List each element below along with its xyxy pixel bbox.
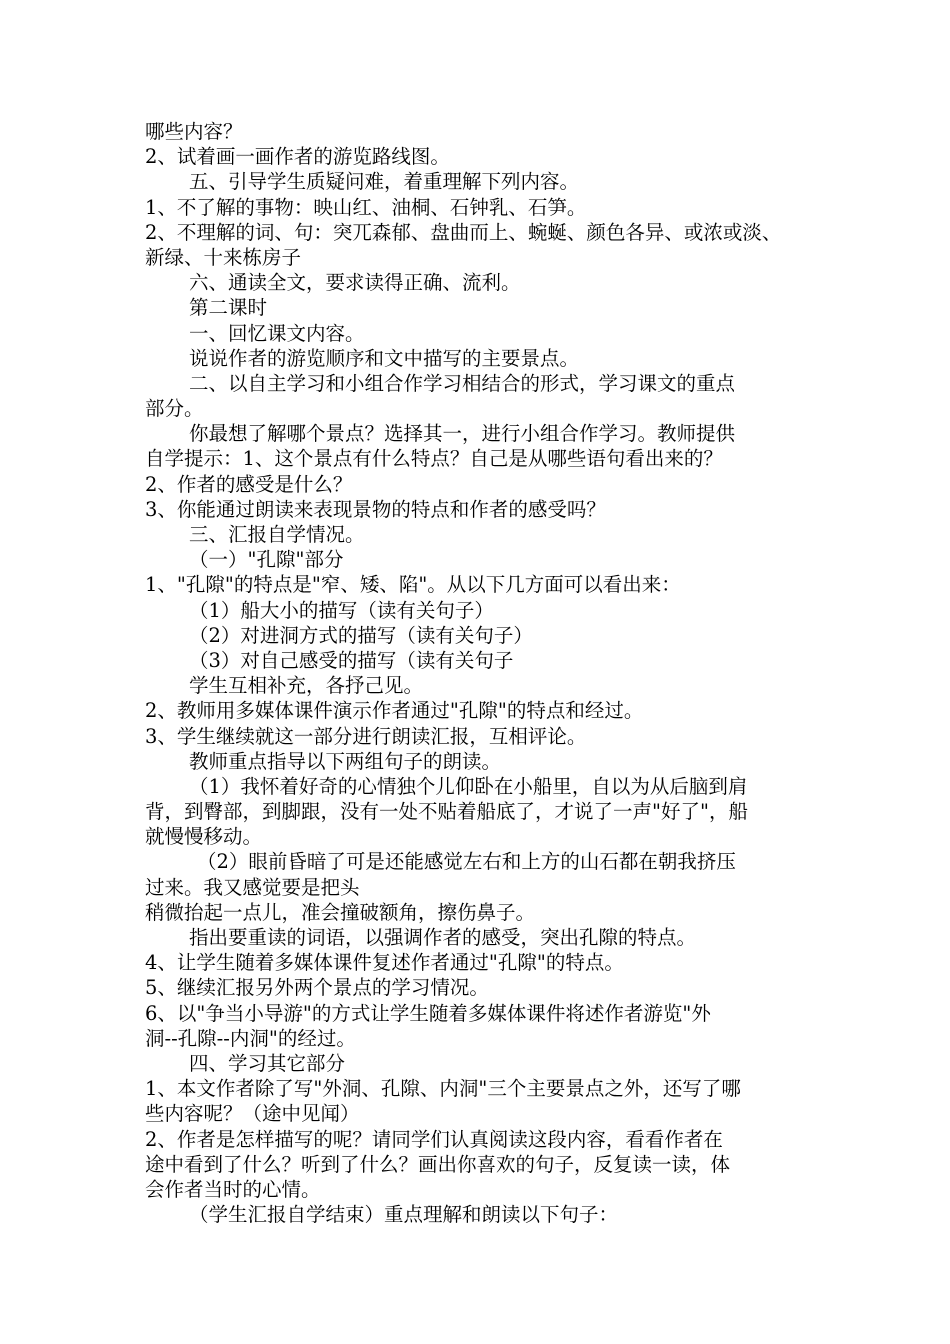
- text-line: 二、以自主学习和小组合作学习相结合的形式，学习课文的重点: [189, 371, 736, 395]
- text-line: 3、学生继续就这一部分进行朗读汇报，互相评论。: [145, 724, 587, 748]
- text-line: 第二课时: [189, 296, 268, 320]
- text-line: 3、你能通过朗读来表现景物的特点和作者的感受吗？: [145, 497, 606, 521]
- text-line: 自学提示：1、这个景点有什么特点？自己是从哪些语句看出来的？: [145, 447, 723, 471]
- text-line: 1、"孔隙"的特点是"窄、矮、陷"。从以下几方面可以看出来：: [145, 573, 681, 597]
- text-line: （2）对进洞方式的描写（读有关句子）: [189, 623, 533, 647]
- text-line: （2）眼前昏暗了可是还能感觉左右和上方的山石都在朝我挤压: [197, 850, 736, 874]
- text-line: （1）船大小的描写（读有关句子）: [189, 598, 494, 622]
- text-line: （学生汇报自学结束）重点理解和朗读以下句子：: [189, 1203, 619, 1227]
- text-line: 些内容呢？（途中见闻）: [145, 1102, 360, 1126]
- text-line: （一）"孔隙"部分: [189, 548, 344, 572]
- text-line: 部分。: [145, 397, 204, 421]
- text-line: 哪些内容？: [145, 120, 243, 143]
- text-line: 1、不了解的事物：映山红、油桐、石钟乳、石笋。: [145, 195, 587, 219]
- text-line: 6、以"争当小导游"的方式让学生随着多媒体课件将述作者游览"外: [145, 1001, 711, 1025]
- text-line: 2、试着画一画作者的游览路线图。: [145, 145, 450, 169]
- text-line: 1、本文作者除了写"外洞、孔隙、内洞"三个主要景点之外，还写了哪: [145, 1077, 741, 1101]
- document-body: [145, 119, 810, 1227]
- text-line: 新绿、十来栋房子: [145, 245, 302, 269]
- text-line: 稍微抬起一点儿，准会撞破额角，擦伤鼻子。: [145, 900, 536, 924]
- text-line: 六、通读全文，要求读得正确、流利。: [189, 271, 521, 295]
- text-line: 四、学习其它部分: [189, 1051, 346, 1075]
- text-line: （1）我怀着好奇的心情独个儿仰卧在小船里，自以为从后脑到肩: [189, 774, 748, 798]
- text-line: 三、汇报自学情况。: [189, 523, 365, 546]
- text-line: 5、继续汇报另外两个景点的学习情况。: [145, 976, 489, 1000]
- text-line: 2、作者的感受是什么？: [145, 472, 353, 496]
- text-line: 2、教师用多媒体课件演示作者通过"孔隙"的特点和经过。: [145, 699, 644, 723]
- text-line: 背，到臀部，到脚跟，没有一处不贴着船底了，才说了一声"好了"，船: [145, 800, 748, 824]
- text-line: 指出要重读的词语，以强调作者的感受，突出孔隙的特点。: [189, 926, 697, 949]
- text-line: 说说作者的游览顺序和文中描写的主要景点。: [189, 346, 580, 370]
- text-line: 会作者当时的心情。: [145, 1177, 321, 1201]
- text-line: 你最想了解哪个景点？选择其一，进行小组合作学习。教师提供: [189, 422, 736, 446]
- text-line: 学生互相补充，各抒己见。: [189, 674, 424, 698]
- text-line: 五、引导学生质疑问难，着重理解下列内容。: [189, 170, 580, 194]
- text-line: 一、回忆课文内容。: [189, 321, 365, 345]
- text-line: 2、作者是怎样描写的呢？请同学们认真阅读这段内容，看看作者在: [145, 1127, 723, 1151]
- text-line: 2、不理解的词、句：突兀森郁、盘曲而上、蜿蜒、颜色各异、或浓或淡、: [145, 220, 782, 244]
- text-line: 过来。我又感觉要是把头: [145, 875, 360, 899]
- text-line: 途中看到了什么？听到了什么？画出你喜欢的句子，反复读一读，体: [145, 1152, 731, 1176]
- text-line: 4、让学生随着多媒体课件复述作者通过"孔隙"的特点。: [145, 951, 624, 975]
- text-line: （3）对自己感受的描写（读有关句子: [189, 648, 514, 672]
- text-line: 教师重点指导以下两组句子的朗读。: [189, 749, 502, 773]
- text-line: 就慢慢移动。: [145, 825, 263, 849]
- text-line: 洞--孔隙--内洞"的经过。: [145, 1026, 356, 1050]
